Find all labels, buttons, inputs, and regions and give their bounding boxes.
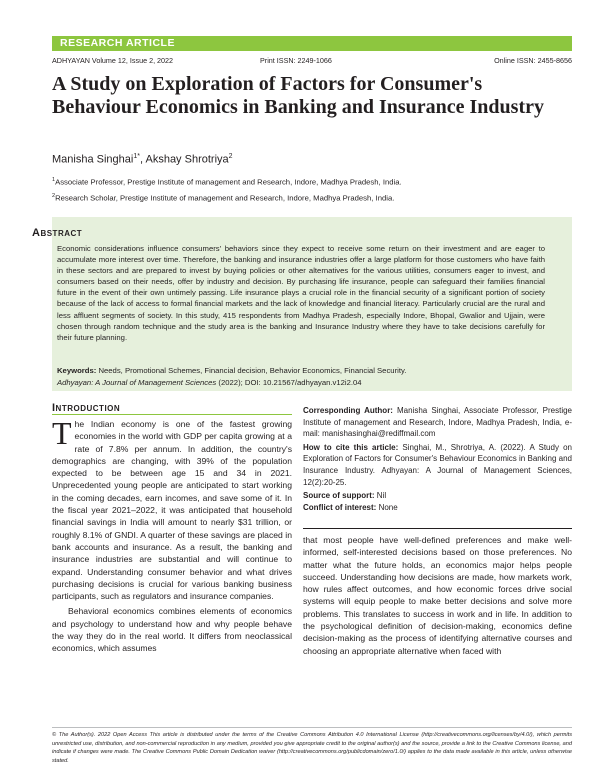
doi-text: (2022); DOI: 10.21567/adhyayan.v12i2.04 (216, 378, 362, 387)
article-type-banner (52, 36, 572, 51)
introduction-right-column: that most people have well-defined preferences and make well-informed, self-interested decisions based on those preferences. No matter what the future holds, an economics major helps people succeed. Understanding how decisions are made, how markets work, how rules affect outcomes, and how economic forces drive social systems will equip people to make better decisions and solve more problems. This translates to success in work and in life. In addition to the psychological definition of decision-making, economics define decision-making as the process of identifying alternative courses and choosing an appropriate alternative when faced with (303, 535, 572, 656)
affiliation-text: Research Scholar, Prestige Institute of management and Research, Indore, Madhya Pradesh, India. (55, 193, 395, 203)
license-footer: © The Author(s). 2022 Open Access This article is distributed under the terms of the Creative Commons Attribution 4.0 International License (http://creativecommons.org/licenses/by/4.0/), which permits unrestricted use, distribution, and non-commercial reproduction in any medium, provided you give appropriate credit to the original author(s) and the source, provide a link to the Creative Commons license, and indicate if changes were made. The Creative Commons Public Domain Dedication waiver (http://creativecommons.org/publicdomain/zero/1.0/) applies to the data made available in this article, unless otherwise stated. (52, 732, 572, 764)
introduction-paragraph (52, 415, 292, 602)
how-to-cite (303, 442, 572, 488)
affiliation-text: Associate Professor, Prestige Institute of management and Research, Indore, Madhya Pradesh, India. (55, 177, 402, 187)
keywords-text: Needs, Promotional Schemes, Financial decision, Behavior Economics, Financial Security. (98, 366, 407, 375)
how-to-cite-label: How to cite this article: (303, 442, 399, 452)
abstract-text: Economic considerations influence consumers' behaviors since they expect to receive some return on their investment and are eager to accumulate more interest over time. Therefore, the banking and insurance industries offer a large platform for those customers who have faith in these sectors and are prepared to invest by buying policies or other alternatives for the various utilities, consumers eager to invest, and consumers based on their needs, offer by industry and decision. By purchasing life insurance, people can safeguard their families financial future in the event of their own untimely passing. Life insurance plays a crucial role in the financial security of a significant portion of society because of the lack of access to formal financial markets and the lack of knowledge and financial literacy. Particularly crucial are the rural and less affluent segments of society. In this study, 415 respondents from Madhya Pradesh, especially Indore, Bhopal, Gwalior and Ujjain, were chosen through random technique and the study area is the banking and Insurance Industry where they have to take decisions carefully for their future planning. (57, 244, 545, 342)
conflict-of-interest-label: Conflict of interest: (303, 502, 377, 512)
author-separator: , (139, 153, 146, 166)
drop-cap: T (52, 415, 72, 451)
introduction-heading: Introduction (52, 402, 121, 414)
author-list (52, 153, 233, 166)
introduction-paragraph: Behavioral economics combines elements of economics and psychology to understand how and why people behave the way they do in the real world. It differs from neoclassical economics, which assumes (52, 606, 292, 654)
source-of-support-text: Nil (374, 491, 387, 501)
how-to-cite-text: Singhai, M., Shrotriya, A. (2022). A Study on Exploration of Factors for Consumer's Behaviour Economics in Banking and Insurance Industry. Adhyayan: A Journal of Management Sciences, 12(2):20-25. (303, 442, 572, 487)
author-sup: 2 (228, 153, 233, 160)
corresponding-author-label: Corresponding Author: (303, 406, 393, 415)
journal-citation-line (57, 377, 545, 388)
keywords-label: Keywords: (57, 366, 97, 375)
introduction-left-column (52, 415, 292, 655)
introduction-rule (52, 414, 292, 415)
author-sup: 1* (133, 153, 140, 160)
correspondence-box (303, 405, 572, 513)
source-of-support (303, 490, 572, 502)
corresponding-author-text: Manisha Singhai, Associate Professor, Prestige Institute of management and Research, Indore, Madhya Pradesh, India, e-mail: manishasinghai@rediffmail.com (303, 406, 572, 439)
corresponding-author (303, 405, 572, 440)
affiliation (52, 177, 402, 187)
keywords-line (57, 365, 545, 376)
author-name: Akshay Shrotriya (145, 153, 229, 166)
abstract-heading: Abstract (32, 227, 83, 239)
affiliation-sup: 2 (52, 193, 56, 199)
conflict-of-interest-text: None (376, 502, 398, 512)
affiliation-sup: 1 (52, 177, 56, 183)
print-issn: Print ISSN: 2249-1066 (260, 56, 332, 65)
introduction-paragraph-text: he Indian economy is one of the fastest growing economies in the world with GDP per capita growing at a rate of 7.8% per annum. In addition, the country's demographics are changing, with 39% of the population expected to be between age 15 and 34 in 2021. Unprecedented young people are anticipated to start working in the coming decades, earn incomes, and save some of it. In the fiscal year 2021–2022, it was anticipated that household financial savings in India will amount to nearly $31 trillion, or roughly 8.1% of GNDI. A quarter of these savings are placed in bank accounts and insurance. As a result, the banking and insurance industries are substantial and will continue to expand. Understanding consumer behavior and what drives purchasing decisions is crucial for various banking business participants, such as regulators and insurance companies. (52, 419, 292, 602)
footer-divider (52, 727, 572, 728)
affiliation (52, 193, 394, 203)
source-of-support-label: Source of support: (303, 491, 375, 501)
article-type-label: RESEARCH ARTICLE (60, 37, 175, 49)
online-issn: Online ISSN: 2455-8656 (494, 56, 572, 65)
author-name: Manisha Singhai (52, 153, 134, 166)
journal-name: Adhyayan: A Journal of Management Sciences (57, 378, 217, 387)
conflict-of-interest (303, 502, 572, 514)
journal-issue: ADHYAYAN Volume 12, Issue 2, 2022 (52, 56, 174, 65)
correspondence-divider (303, 528, 572, 529)
journal-meta-row (52, 56, 572, 66)
article-title: A Study on Exploration of Factors for Consumer's Behaviour Economics in Banking and Insurance Industry (52, 73, 544, 118)
